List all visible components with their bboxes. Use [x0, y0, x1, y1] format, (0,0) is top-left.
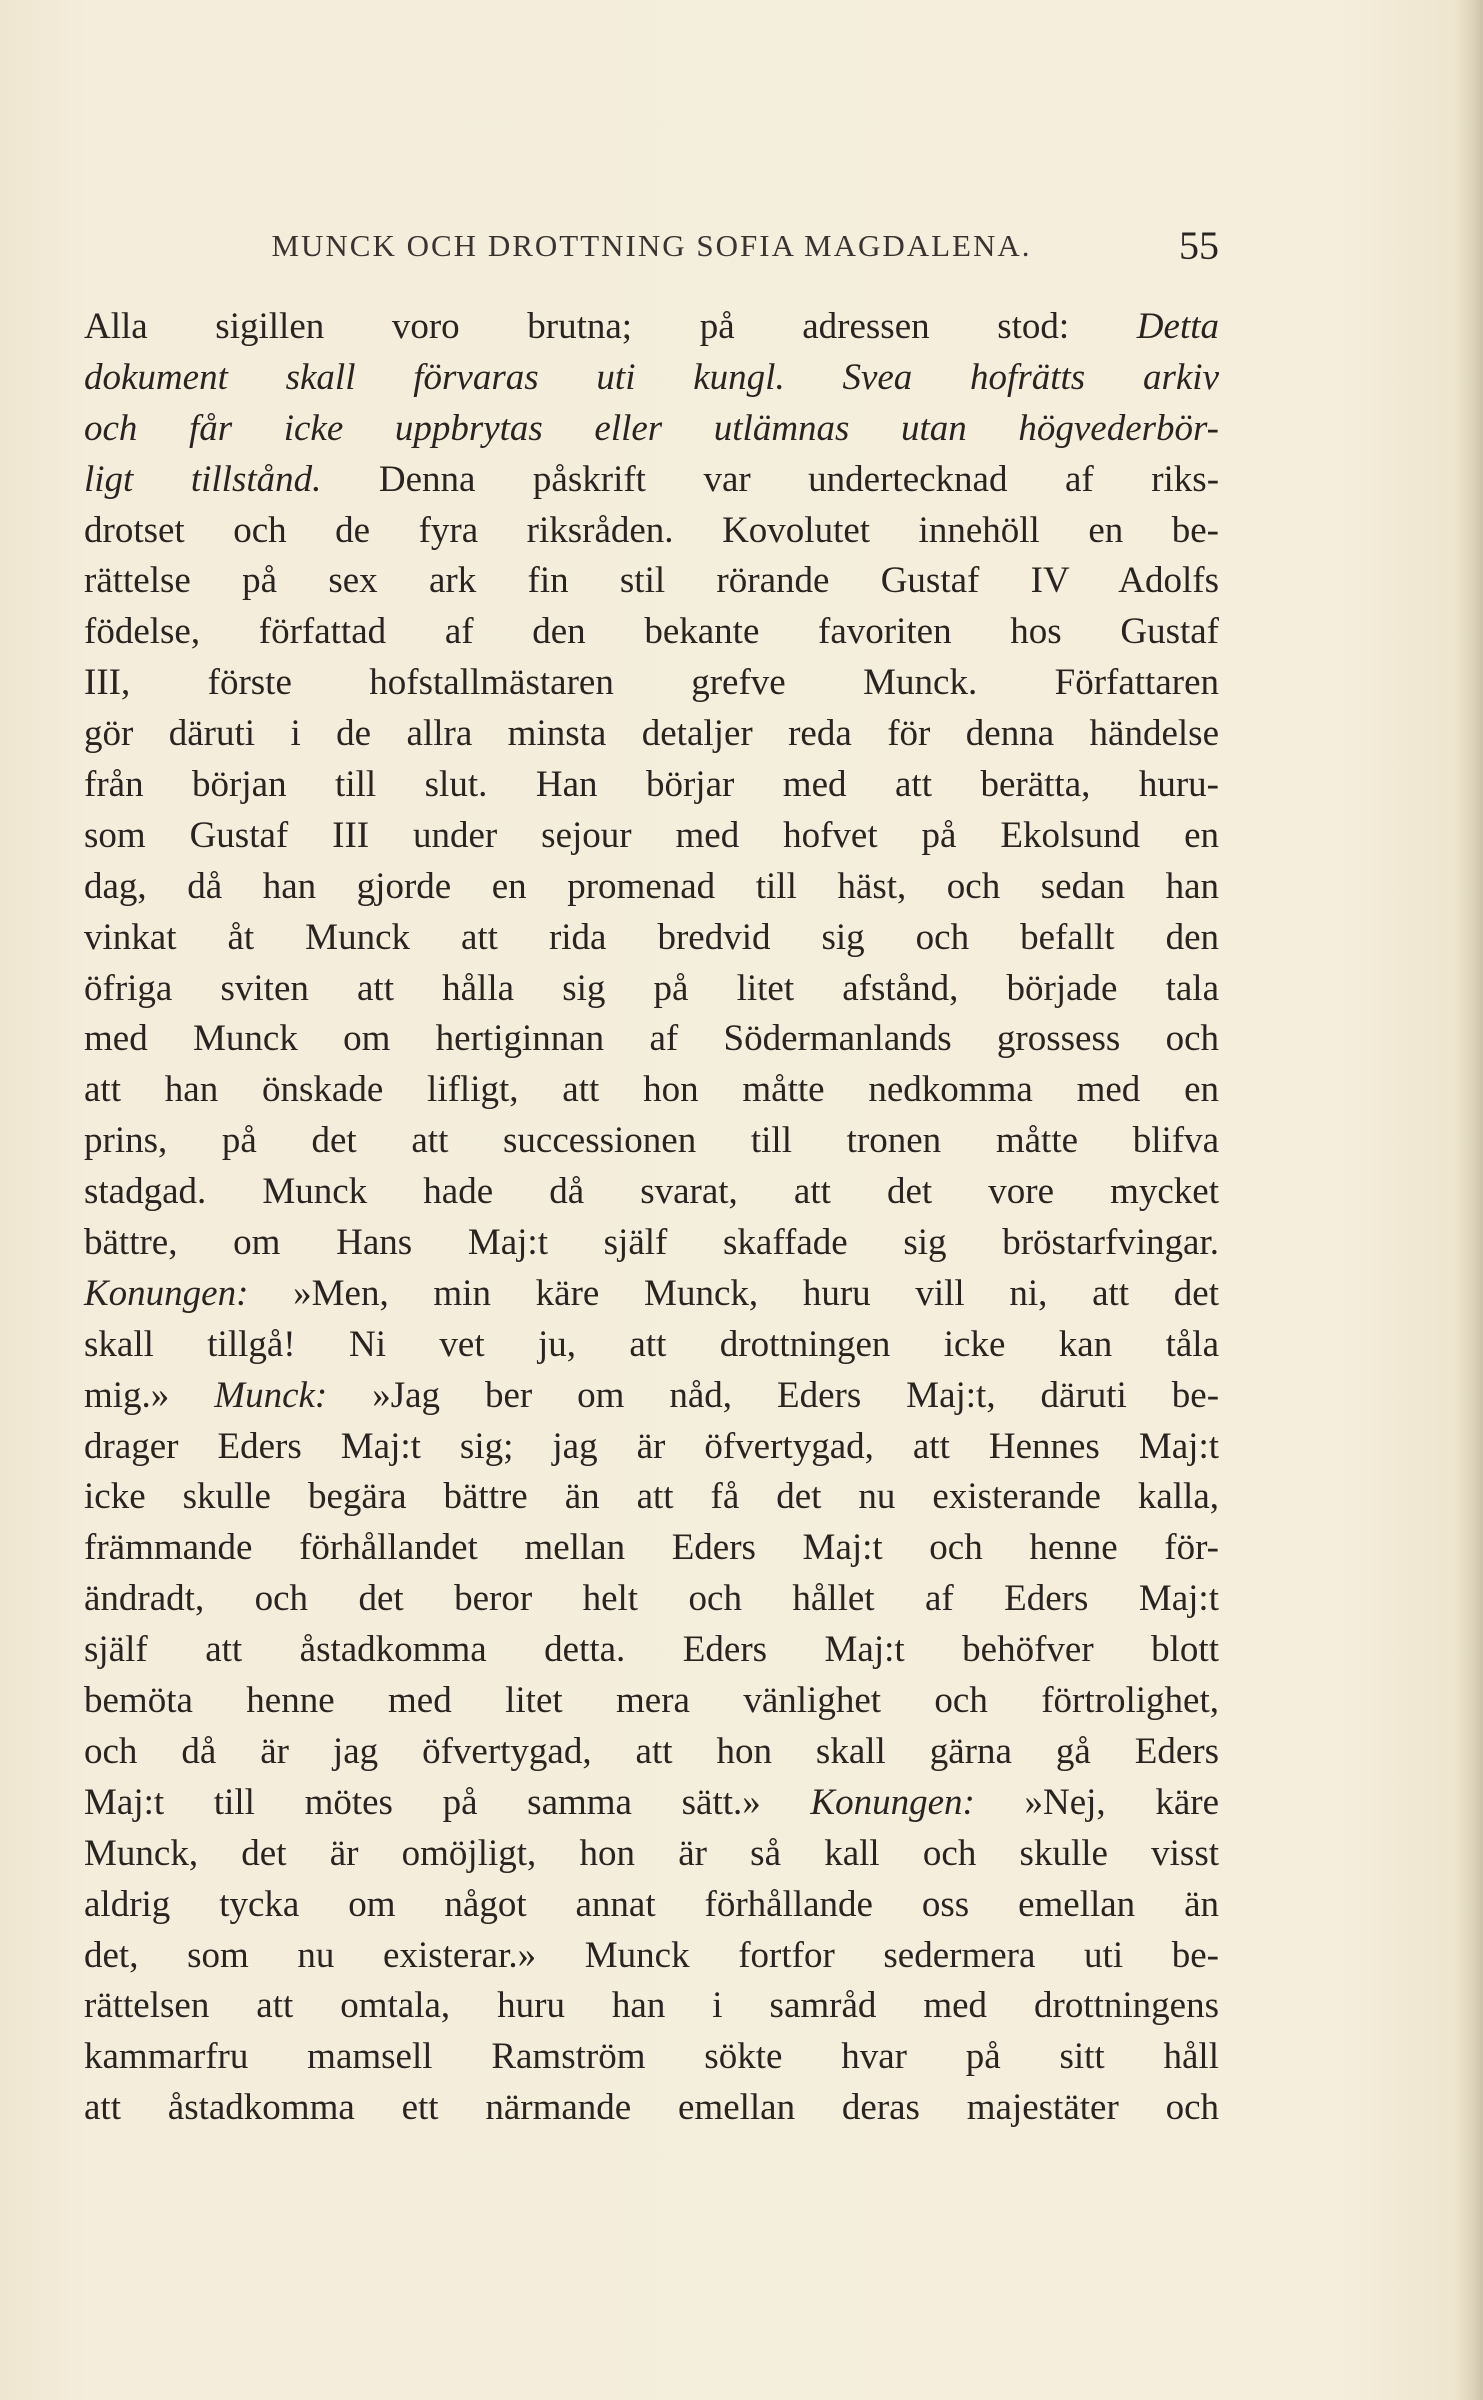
- text-line: [84, 1981, 1219, 2032]
- text-line: [84, 1880, 1219, 1931]
- text-segment: att han önskade lifligt, att hon måtte nedkomma med en: [84, 1069, 1219, 1111]
- text-segment: mig.»: [84, 1374, 215, 1416]
- text-line: [84, 1065, 1219, 1116]
- text-segment: skall tillgå! Ni vet ju, att drottningen icke kan tåla: [84, 1323, 1219, 1365]
- text-line: [84, 506, 1219, 557]
- text-segment: födelse, författad af den bekante favoriten hos Gustaf: [84, 611, 1219, 653]
- text-line: [84, 709, 1219, 760]
- body-text: [84, 302, 1219, 2134]
- text-segment: prins, på det att successionen till tronen måtte blifva: [84, 1120, 1219, 1162]
- text-line: [84, 1829, 1219, 1880]
- text-segment: öfriga sviten att hålla sig på litet afstånd, började tala: [84, 967, 1219, 1009]
- page-edge-shadow: [1455, 0, 1483, 2400]
- text-line: [84, 455, 1219, 506]
- text-segment: Munck, det är omöjligt, hon är så kall och skulle visst: [84, 1832, 1219, 1874]
- text-segment: och då är jag öfvertygad, att hon skall gärna gå Eders: [84, 1730, 1219, 1772]
- text-line: [84, 302, 1219, 353]
- text-line: [84, 1778, 1219, 1829]
- italic-segment: Konungen:: [810, 1781, 975, 1823]
- text-line: [84, 404, 1219, 455]
- text-line: [84, 1269, 1219, 1320]
- text-line: [84, 1727, 1219, 1778]
- text-line: [84, 353, 1219, 404]
- text-segment: rättelsen att omtala, huru han i samråd med drottningens: [84, 1985, 1219, 2027]
- text-segment: »Jag ber om nåd, Eders Maj:t, däruti be-: [327, 1374, 1220, 1416]
- text-segment: III, förste hofstallmästaren grefve Munck. Författaren: [84, 662, 1219, 704]
- text-segment: stadgad. Munck hade då svarat, att det vore mycket: [84, 1171, 1219, 1213]
- text-line: [84, 2032, 1219, 2083]
- italic-segment: Munck:: [214, 1374, 328, 1416]
- text-segment: från början till slut. Han börjar med att berätta, huru-: [84, 764, 1219, 806]
- text-segment: drager Eders Maj:t sig; jag är öfvertygad, att Hennes Maj:t: [84, 1425, 1219, 1467]
- text-segment: att åstadkomma ett närmande emellan deras majestäter och: [84, 2087, 1219, 2129]
- text-segment: rättelse på sex ark fin stil rörande Gustaf IV Adolfs: [84, 560, 1219, 602]
- text-segment: främmande förhållandet mellan Eders Maj:t och henne för-: [84, 1527, 1219, 1569]
- italic-segment: och får icke uppbrytas eller utlämnas utan högvederbör-: [84, 407, 1219, 449]
- text-line: [84, 1014, 1219, 1065]
- text-line: [84, 1523, 1219, 1574]
- text-line: [84, 964, 1219, 1015]
- text-segment: gör däruti i de allra minsta detaljer reda för denna händelse: [84, 713, 1219, 755]
- text-segment: själf att åstadkomma detta. Eders Maj:t behöfver blott: [84, 1629, 1219, 1671]
- text-line: [84, 1218, 1219, 1269]
- text-segment: »Men, min käre Munck, huru vill ni, att det: [248, 1272, 1219, 1314]
- text-segment: bemöta henne med litet mera vänlighet och förtrolighet,: [84, 1680, 1219, 1722]
- text-segment: som Gustaf III under sejour med hofvet på Ekolsund en: [84, 814, 1219, 856]
- text-line: [84, 862, 1219, 913]
- text-line: [84, 1320, 1219, 1371]
- text-line: [84, 1472, 1219, 1523]
- text-segment: bättre, om Hans Maj:t själf skaffade sig bröstarfvingar.: [84, 1222, 1219, 1264]
- text-segment: »Nej, käre: [974, 1781, 1219, 1823]
- text-segment: Alla sigillen voro brutna; på adressen stod:: [84, 306, 1137, 347]
- text-segment: drotset och de fyra riksråden. Kovolutet innehöll en be-: [84, 509, 1219, 551]
- text-line: [84, 1371, 1219, 1422]
- text-line: [84, 2083, 1219, 2134]
- page-number: 55: [1179, 223, 1219, 268]
- text-line: [84, 1931, 1219, 1982]
- text-line: [84, 1116, 1219, 1167]
- text-line: [84, 556, 1219, 607]
- text-segment: Maj:t till mötes på samma sätt.»: [84, 1781, 811, 1823]
- text-segment: aldrig tycka om något annat förhållande oss emellan än: [84, 1883, 1219, 1925]
- text-segment: ändradt, och det beror helt och hållet af Eders Maj:t: [84, 1578, 1219, 1620]
- text-segment: vinkat åt Munck att rida bredvid sig och befallt den: [84, 916, 1219, 958]
- text-line: [84, 658, 1219, 709]
- text-line: [84, 760, 1219, 811]
- text-line: [84, 1167, 1219, 1218]
- text-segment: icke skulle begära bättre än att få det nu existerande kalla,: [84, 1476, 1219, 1518]
- page-header: [84, 222, 1219, 278]
- text-segment: kammarfru mamsell Ramström sökte hvar på sitt håll: [84, 2036, 1219, 2078]
- text-line: [84, 607, 1219, 658]
- text-segment: dag, då han gjorde en promenad till häst, och sedan han: [84, 865, 1219, 907]
- text-line: [84, 1676, 1219, 1727]
- text-segment: det, som nu existerar.» Munck fortfor sedermera uti be-: [84, 1934, 1219, 1976]
- italic-segment: dokument skall förvaras uti kungl. Svea hofrätts arkiv: [84, 356, 1219, 398]
- italic-segment: Konungen:: [84, 1272, 249, 1314]
- text-segment: med Munck om hertiginnan af Södermanlands grossess och: [84, 1018, 1219, 1060]
- text-line: [84, 1574, 1219, 1625]
- text-line: [84, 1422, 1219, 1473]
- italic-segment: Detta: [1136, 306, 1219, 347]
- italic-segment: ligt tillstånd.: [84, 458, 322, 500]
- text-line: [84, 1625, 1219, 1676]
- text-segment: Denna påskrift var undertecknad af riks-: [321, 458, 1220, 500]
- text-line: [84, 811, 1219, 862]
- running-title: MUNCK OCH DROTTNING SOFIA MAGDALENA.: [271, 228, 1032, 263]
- text-line: [84, 913, 1219, 964]
